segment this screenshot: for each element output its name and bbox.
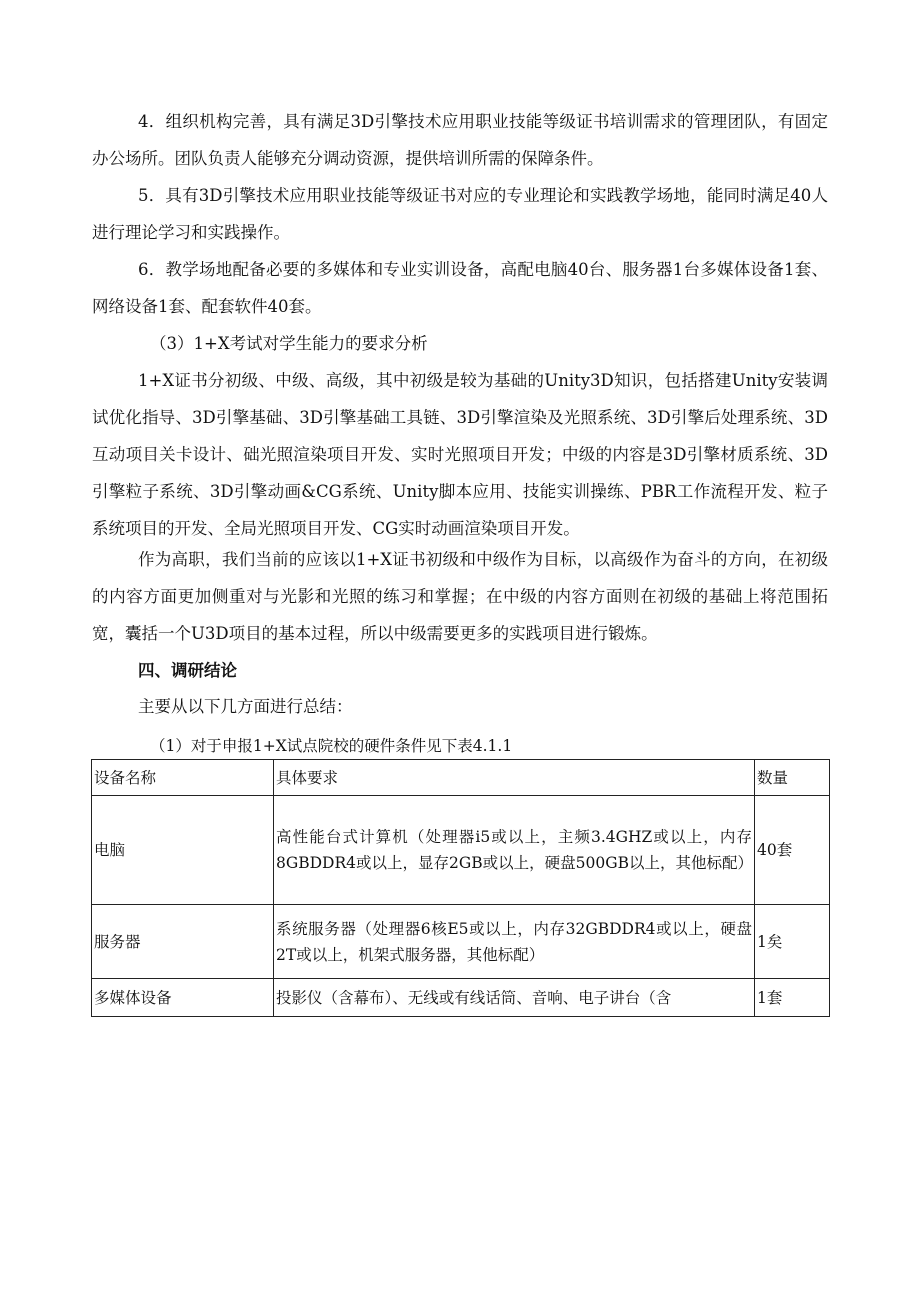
summary-intro: 主要从以下几方面进行总结： <box>138 697 353 716</box>
paragraph-item-6: 6．教学场地配备必要的多媒体和专业实训设备，高配电脑40台、服务器1台多媒体设备1套、网络设备1套、配套软件40套。 <box>92 260 828 316</box>
cell-quantity: 1套 <box>755 979 830 1017</box>
cell-device-name: 多媒体设备 <box>92 979 274 1017</box>
header-requirement: 具体要求 <box>274 760 755 796</box>
cell-quantity: 40套 <box>755 796 830 905</box>
cell-requirement: 高性能台式计算机（处理器i5或以上，主频3.4GHZ或以上，内存8GBDDR4或以上，显存2GB或以上，硬盘500GB以上，其他标配） <box>274 796 755 905</box>
header-device-name: 设备名称 <box>92 760 274 796</box>
cell-requirement: 系统服务器（处理器6核E5或以上，内存32GBDDR4或以上，硬盘2T或以上，机架式服务器，其他标配） <box>274 905 755 979</box>
header-quantity: 数量 <box>755 760 830 796</box>
paragraph-item-4: 4．组织机构完善，具有满足3D引擎技术应用职业技能等级证书培训需求的管理团队，有固定办公场所。团队负责人能够充分调动资源，提供培训所需的保障条件。 <box>92 112 828 168</box>
paragraph-goal: 作为高职，我们当前的应该以1+X证书初级和中级作为目标，以高级作为奋斗的方向，在初级的内容方面更加侧重对与光影和光照的练习和掌握；在中级的内容方面则在初级的基础上将范围拓宽，囊括一个U3D项目的基本过程，所以中级需要更多的实践项目进行锻炼。 <box>92 550 828 643</box>
cell-device-name: 电脑 <box>92 796 274 905</box>
table-row <box>92 796 830 905</box>
table-caption: （1）对于申报1+X试点院校的硬件条件见下表4.1.1 <box>150 737 513 755</box>
cell-device-name: 服务器 <box>92 905 274 979</box>
table-header-row <box>92 760 830 796</box>
table-row <box>92 905 830 979</box>
subheading-3: （3）1+X考试对学生能力的要求分析 <box>150 334 428 353</box>
paragraph-item-5: 5．具有3D引擎技术应用职业技能等级证书对应的专业理论和实践教学场地，能同时满足40人进行理论学习和实践操作。 <box>92 186 828 242</box>
cell-quantity: 1矣 <box>755 905 830 979</box>
cell-requirement: 投影仪（含幕布）、无线或有线话筒、音响、电子讲台（含 <box>274 979 755 1017</box>
hardware-table <box>91 759 830 1017</box>
table-row <box>92 979 830 1017</box>
paragraph-certificate-levels: 1+X证书分初级、中级、高级，其中初级是较为基础的Unity3D知识，包括搭建Unity安装调试优化指导、3D引擎基础、3D引擎基础工具链、3D引擎渲染及光照系统、3D引擎后处理系统、3D互动项目关卡设计、础光照渲染项目开发、实时光照项目开发；中级的内容是3D引擎材质系统、3D引擎粒子系统、3D引擎动画&CG系统、Unity脚本应用、技能实训操练、PBR工作流程开发、粒子系统项目的开发、全局光照项目开发、CG实时动画渲染项目开发。 <box>92 371 828 538</box>
section-heading-4: 四、调研结论 <box>138 661 237 680</box>
